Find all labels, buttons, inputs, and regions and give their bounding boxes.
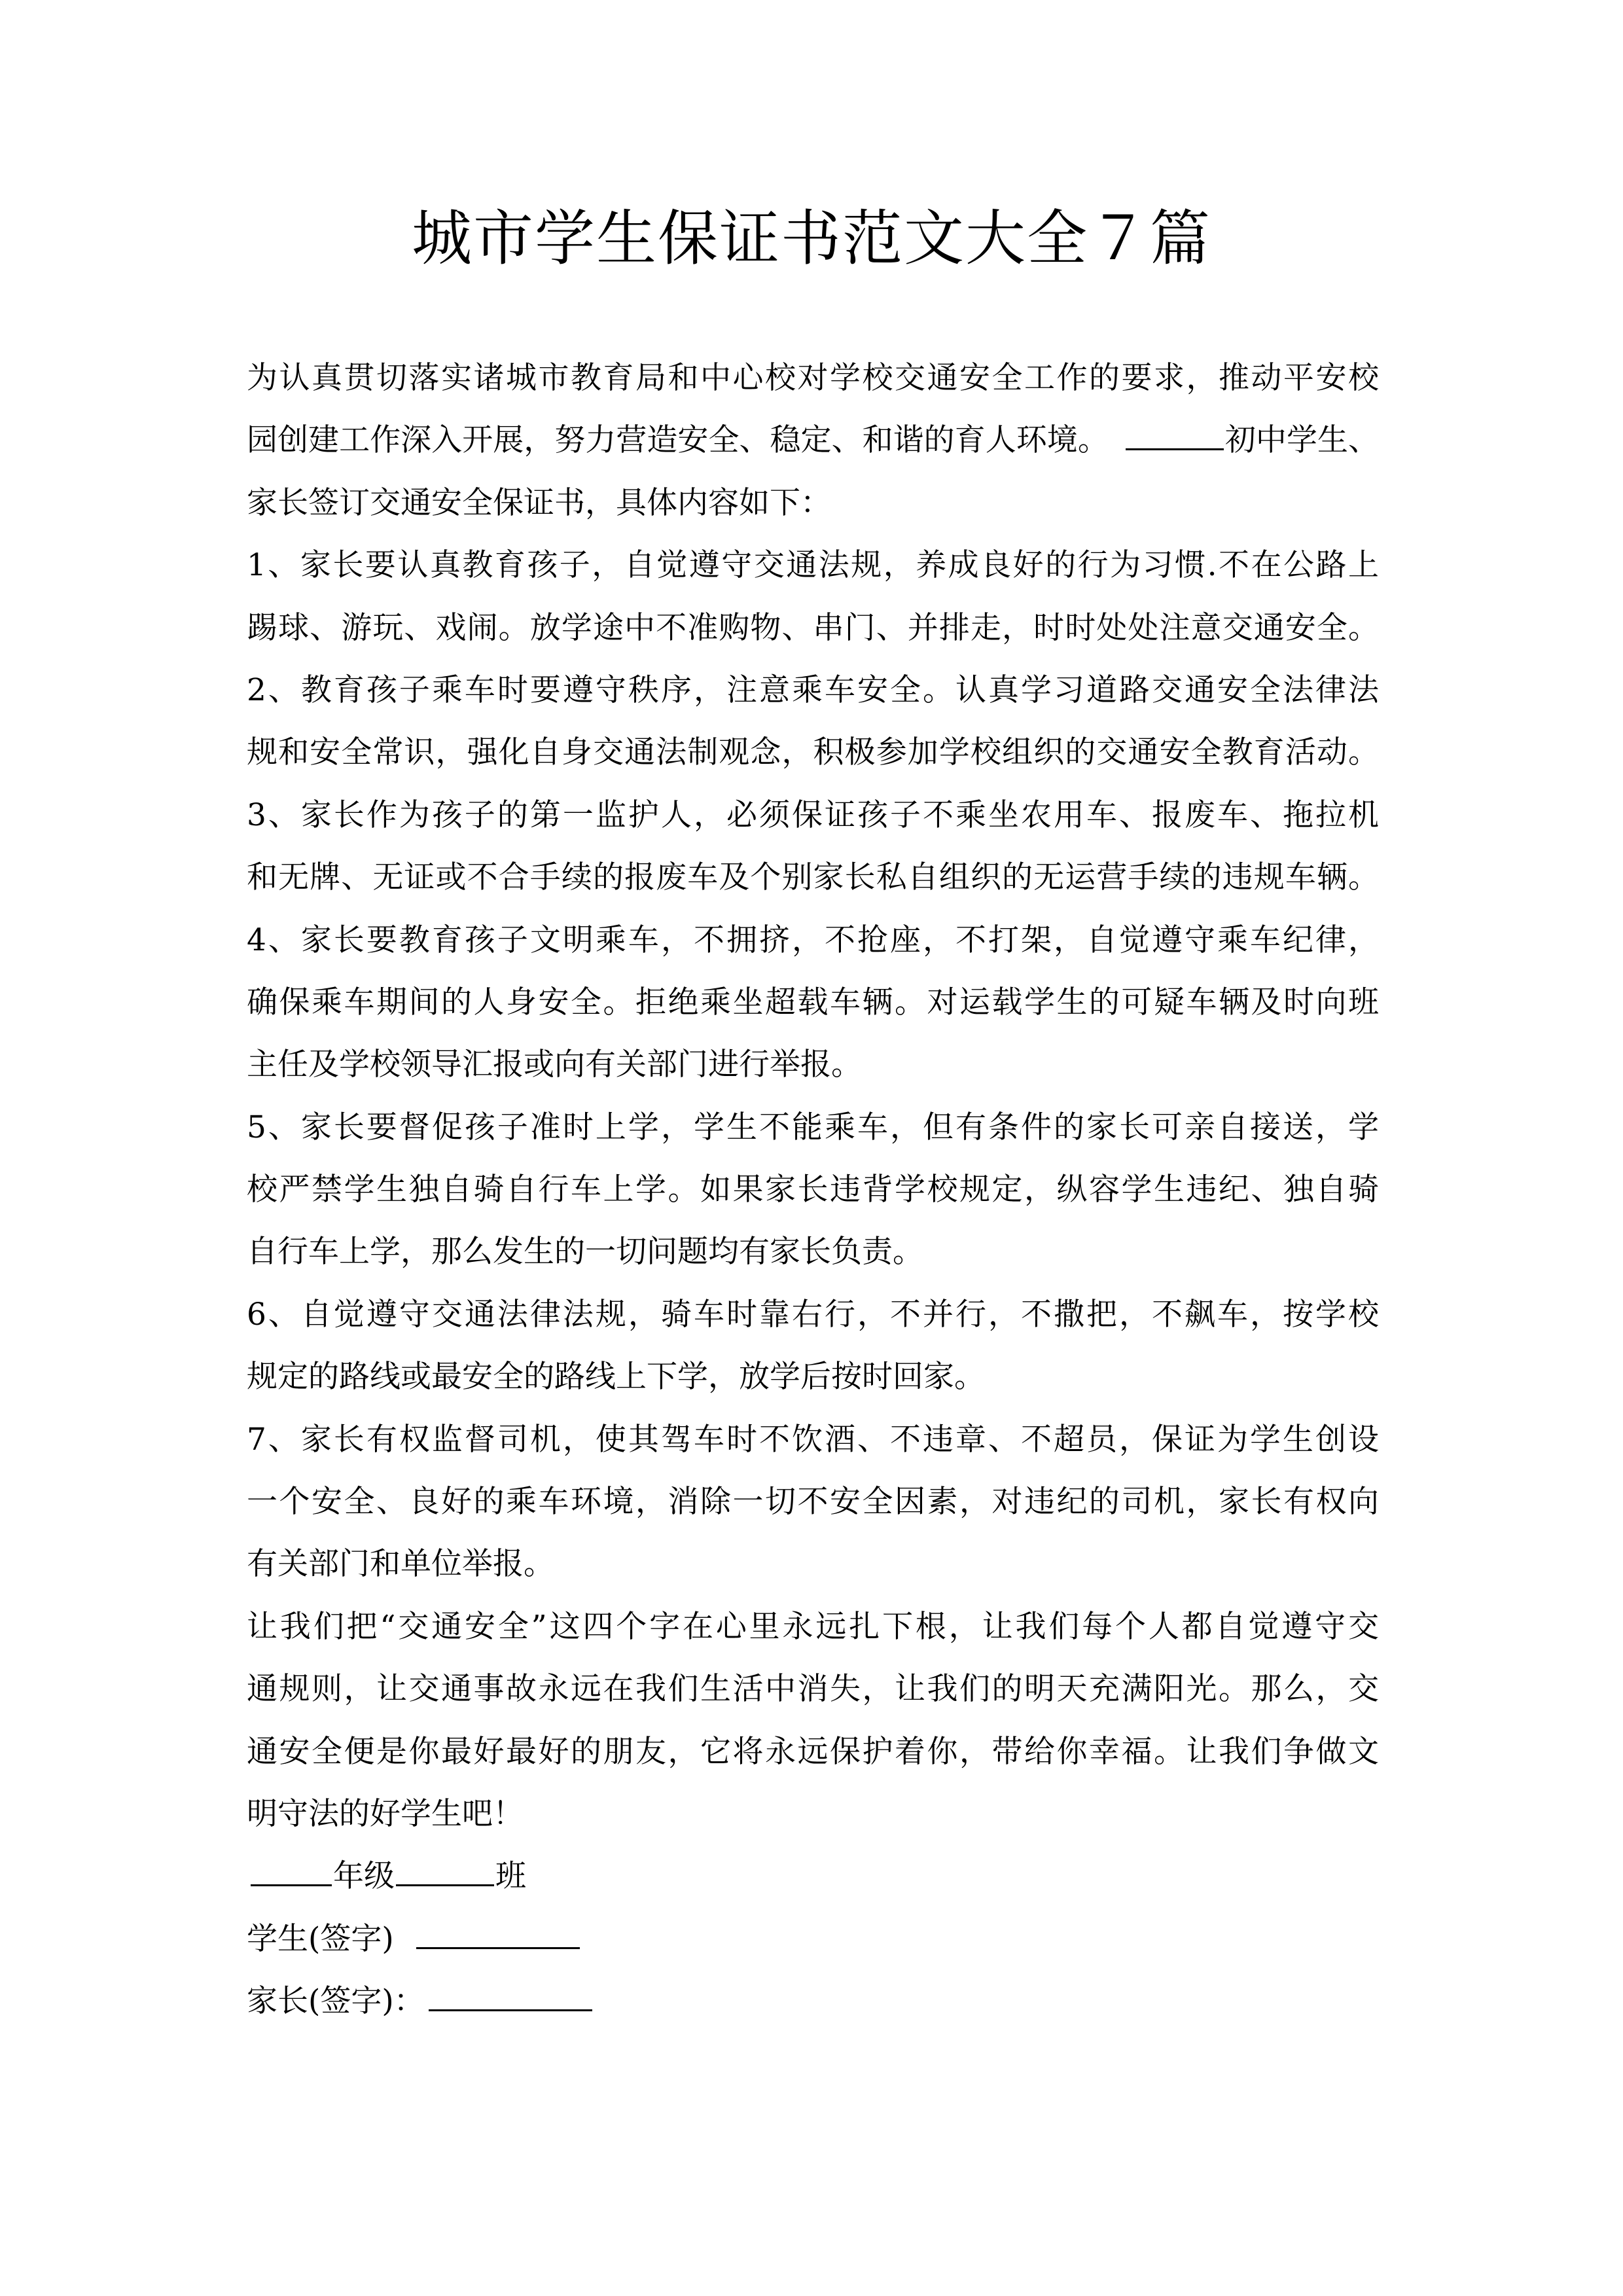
item-5-line: 校严禁学生独自骑自行车上学。如果家长违背学校规定，纵容学生违纪、独自骑 [247,1172,1379,1208]
item-7-line: 7、家长有权监督司机，使其驾车时不饮酒、不违章、不超员，保证为学生创设 [247,1421,1379,1458]
student-signature-label: 学生(签字) [247,1920,394,1957]
document-body [247,347,1379,2033]
intro-text: 初中学生、 [1224,422,1380,459]
item-6-line: 6、自觉遵守交通法律法规，骑车时靠右行，不并行，不撒把，不飙车，按学校 [247,1296,1379,1333]
student-signature-blank[interactable] [416,1913,580,1949]
parent-signature-blank[interactable] [429,1975,592,2011]
item-2-line: 2、教育孩子乘车时要遵守秩序，注意乘车安全。认真学习道路交通安全法律法 [247,672,1379,708]
closing-line: 通安全便是你最好最好的朋友，它将永远保护着你，带给你幸福。让我们争做文 [247,1733,1379,1770]
item-3-line: 和无牌、无证或不合手续的报废车及个别家长私自组织的无运营手续的违规车辆。 [247,859,1379,896]
closing-line: 明守法的好学生吧！ [247,1795,524,1832]
item-6-line: 规定的路线或最安全的路线上下学，放学后按时回家。 [247,1359,985,1395]
student-signature-line [247,1908,1379,1970]
item-7-line: 有关部门和单位举报。 [247,1546,554,1583]
parent-signature-label: 家长(签字)： [247,1983,425,2020]
item-5-line: 5、家长要督促孩子准时上学，学生不能乘车，但有条件的家长可亲自接送，学 [247,1109,1379,1145]
grade-label: 年级 [333,1858,395,1895]
item-1-line: 踢球、游玩、戏闹。放学途中不准购物、串门、并排走，时时处处注意交通安全。 [247,609,1379,646]
document-title: 城市学生保证书范文大全７篇 [411,204,1211,274]
class-label: 班 [495,1858,526,1895]
item-5-line: 自行车上学，那么发生的一切问题均有家长负责。 [247,1234,923,1270]
intro-text: 园创建工作深入开展，努力营造安全、稳定、和谐的育人环境。 [247,422,1109,459]
class-blank[interactable] [396,1850,494,1886]
grade-class-line [247,1845,1379,1907]
school-name-blank[interactable] [1126,414,1224,450]
item-7-line: 一个安全、良好的乘车环境，消除一切不安全因素，对违纪的司机，家长有权向 [247,1484,1379,1520]
item-4-line: 主任及学校领导汇报或向有关部门进行举报。 [247,1047,862,1083]
intro-line [247,409,1379,471]
item-4-line: 确保乘车期间的人身安全。拒绝乘坐超载车辆。对运载学生的可疑车辆及时向班 [247,984,1379,1020]
item-2-line: 规和安全常识，强化自身交通法制观念，积极参加学校组织的交通安全教育活动。 [247,734,1379,771]
intro-line: 为认真贯切落实诸城市教育局和中心校对学校交通安全工作的要求，推动平安校 [247,360,1379,396]
item-1-line: 1、家长要认真教育孩子，自觉遵守交通法规，养成良好的行为习惯.不在公路上 [247,547,1379,584]
closing-line: 通规则，让交通事故永远在我们生活中消失，让我们的明天充满阳光。那么，交 [247,1671,1379,1708]
parent-signature-line [247,1970,1379,2032]
grade-blank[interactable] [251,1850,332,1886]
closing-line: 让我们把“交通安全”这四个字在心里永远扎下根，让我们每个人都自觉遵守交 [247,1608,1379,1645]
item-3-line: 3、家长作为孩子的第一监护人，必须保证孩子不乘坐农用车、报废车、拖拉机 [247,797,1379,833]
intro-line: 家长签订交通安全保证书，具体内容如下： [247,484,831,521]
item-4-line: 4、家长要教育孩子文明乘车，不拥挤，不抢座，不打架，自觉遵守乘车纪律， [247,922,1379,958]
